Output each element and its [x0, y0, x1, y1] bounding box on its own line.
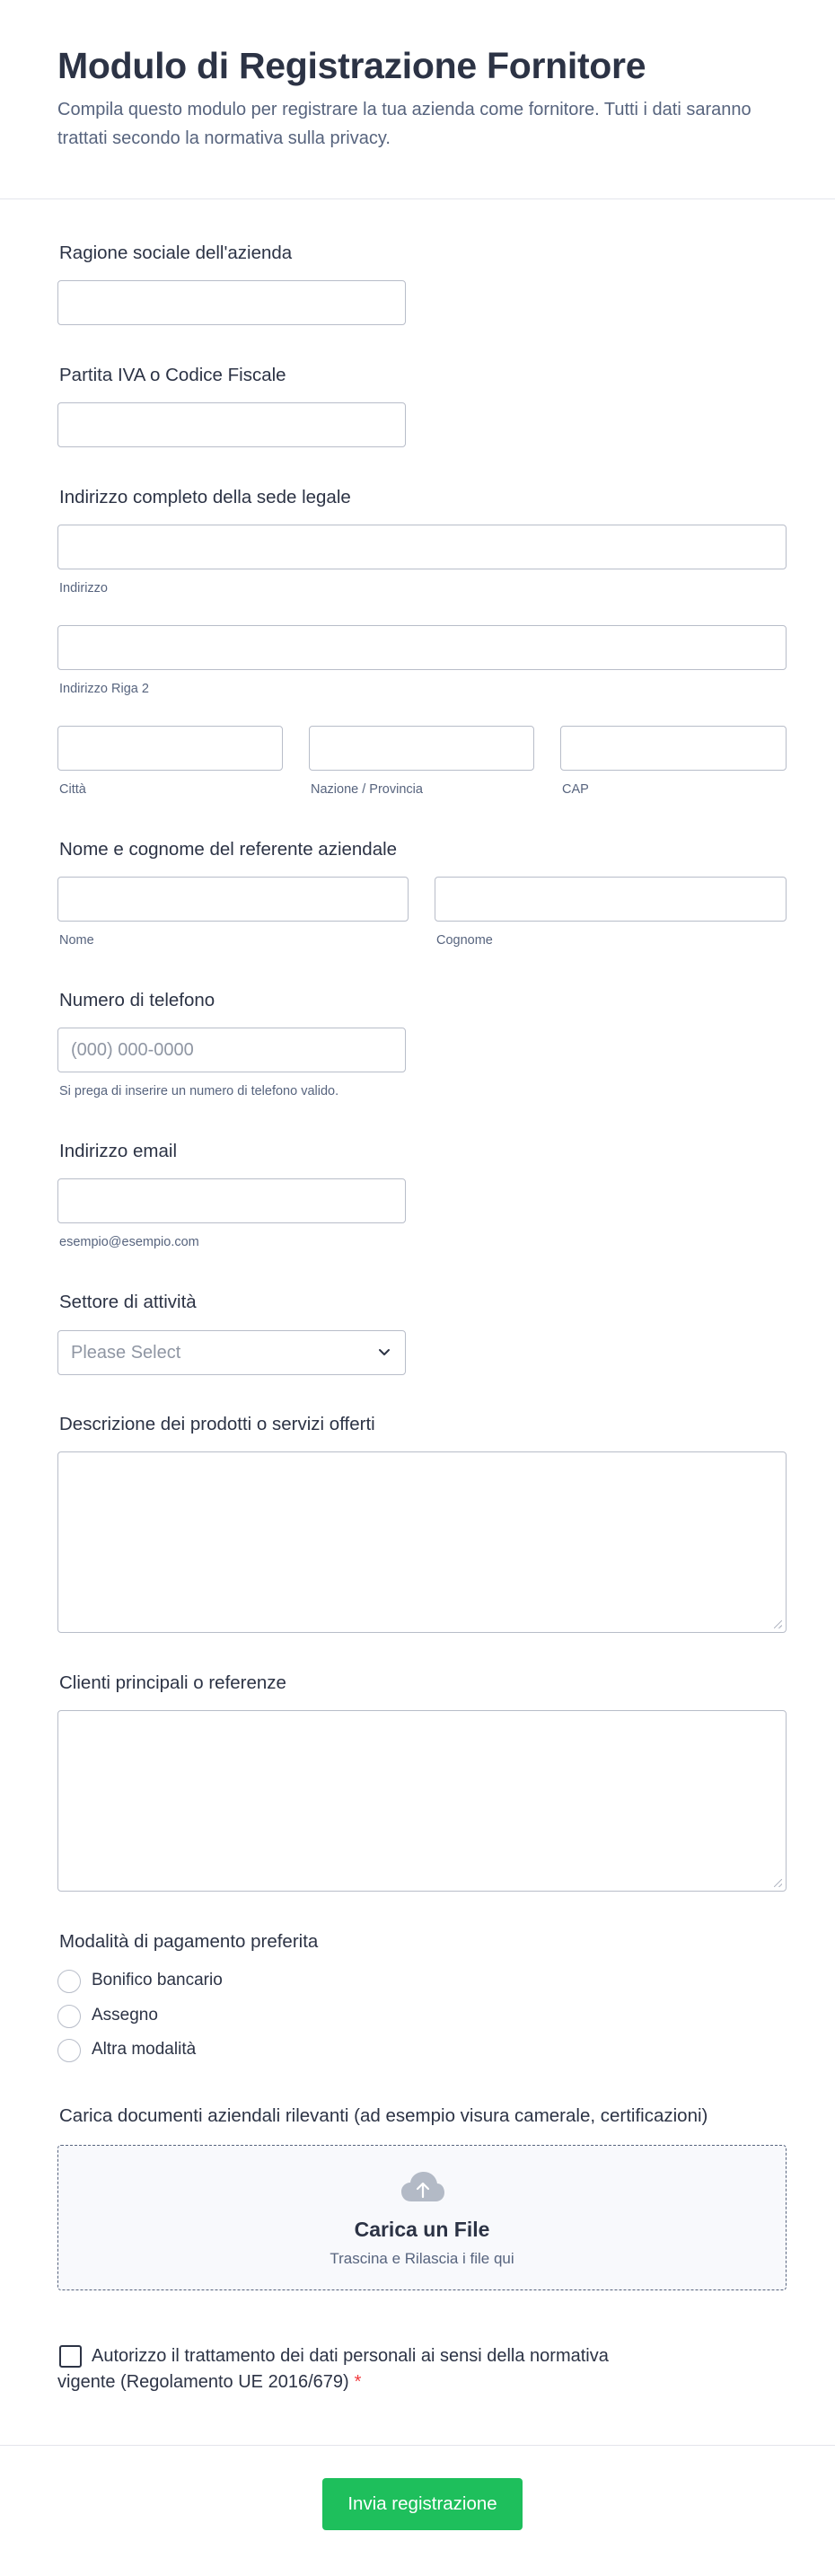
resize-handle-icon[interactable]	[774, 1879, 782, 1887]
clients-textarea[interactable]	[57, 1710, 787, 1892]
zip-sublabel: CAP	[562, 782, 589, 797]
address-line2-input[interactable]	[57, 625, 787, 670]
email-input[interactable]	[57, 1178, 406, 1223]
city-sublabel: Città	[59, 782, 86, 797]
phone-label: Numero di telefono	[59, 990, 215, 1010]
company-name-label: Ragione sociale dell'azienda	[59, 243, 293, 263]
vat-label: Partita IVA o Codice Fiscale	[59, 365, 286, 385]
first-name-input[interactable]	[57, 877, 409, 922]
page-title: Modulo di Registrazione Fornitore	[57, 45, 646, 86]
form-header	[0, 0, 835, 199]
chevron-down-icon	[376, 1344, 392, 1360]
company-name-input[interactable]	[57, 280, 406, 325]
upload-title: Carica un File	[354, 2218, 490, 2241]
sector-select-value: Please Select	[71, 1343, 181, 1363]
resize-handle-icon[interactable]	[774, 1620, 782, 1628]
last-name-input[interactable]	[435, 877, 787, 922]
upload-label: Carica documenti aziendali rilevanti (ad esempio visura camerale, certificazioni)	[59, 2105, 708, 2126]
clients-label: Clienti principali o referenze	[59, 1672, 286, 1693]
file-upload-dropzone[interactable]	[57, 2145, 787, 2290]
consent-text: Autorizzo il trattamento dei dati personali ai sensi della normativa vigente (Regolamento UE 2016/679)	[57, 2346, 609, 2392]
email-label: Indirizzo email	[59, 1141, 178, 1161]
upload-subtitle: Trascina e Rilascia i file qui	[330, 2250, 514, 2267]
cloud-upload-icon	[400, 2169, 446, 2205]
contact-label: Nome e cognome del referente aziendale	[59, 839, 398, 860]
sector-select[interactable]	[57, 1330, 406, 1375]
page-subtitle: Compila questo modulo per registrare la tua azienda come fornitore. Tutti i dati saranno trattati secondo la normativa sulla privacy.	[57, 100, 752, 148]
zip-input[interactable]	[560, 726, 787, 771]
vat-input[interactable]	[57, 402, 406, 447]
radio-button[interactable]	[57, 1970, 81, 1993]
sector-label: Settore di attività	[59, 1292, 197, 1312]
payment-label: Modalità di pagamento preferita	[59, 1931, 319, 1952]
description-label: Descrizione dei prodotti o servizi offerti	[59, 1414, 375, 1434]
payment-option-label: Bonifico bancario	[92, 1971, 223, 1989]
address-line1-input[interactable]	[57, 525, 787, 569]
address-line1-sublabel: Indirizzo	[59, 581, 108, 595]
last-name-sublabel: Cognome	[436, 933, 493, 948]
required-mark: *	[354, 2372, 362, 2392]
address-label: Indirizzo completo della sede legale	[59, 487, 351, 507]
province-sublabel: Nazione / Provincia	[311, 782, 423, 797]
email-hint: esempio@esempio.com	[59, 1235, 199, 1249]
description-textarea[interactable]	[57, 1451, 787, 1633]
submit-button[interactable]: Invia registrazione	[322, 2478, 523, 2530]
first-name-sublabel: Nome	[59, 933, 94, 948]
phone-input[interactable]	[57, 1028, 406, 1072]
address-line2-sublabel: Indirizzo Riga 2	[59, 682, 149, 696]
consent-label	[57, 2343, 668, 2395]
payment-option-label: Assegno	[92, 2006, 158, 2025]
phone-hint: Si prega di inserire un numero di telefono valido.	[59, 1084, 339, 1098]
radio-button[interactable]	[57, 2039, 81, 2062]
province-input[interactable]	[309, 726, 534, 771]
city-input[interactable]	[57, 726, 283, 771]
payment-option-label: Altra modalità	[92, 2040, 197, 2059]
phone-placeholder: (000) 000-0000	[71, 1040, 194, 1060]
radio-button[interactable]	[57, 2005, 81, 2028]
